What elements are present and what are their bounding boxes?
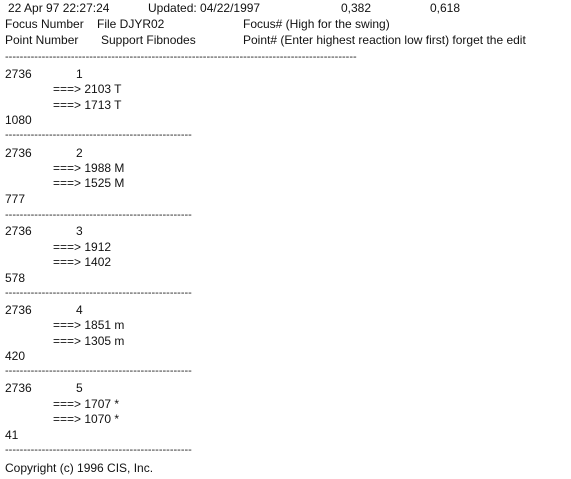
block-4-separator: ---------------------------------------------------	[5, 365, 192, 377]
block-4-target-1: ===> 1851 m	[53, 318, 125, 332]
ratio-618: 0,618	[430, 1, 461, 15]
ratio-382: 0,382	[341, 1, 372, 15]
block-3-low: 578	[5, 271, 26, 285]
block-1-focus: 2736	[5, 67, 32, 81]
block-4-target-2: ===> 1305 m	[53, 334, 125, 348]
block-4-point: 4	[76, 303, 83, 317]
block-5-low: 41	[5, 428, 19, 442]
block-5-target-1: ===> 1707 *	[53, 397, 120, 411]
block-2-target-2: ===> 1525 M	[53, 176, 125, 190]
header-separator: ------------------------------------------------------------------------------------------------	[5, 51, 357, 63]
block-2-focus: 2736	[5, 146, 32, 160]
block-3-focus: 2736	[5, 224, 32, 238]
block-2-separator: ---------------------------------------------------	[5, 209, 192, 221]
point-number-label: Point Number	[5, 33, 79, 47]
block-5-separator: ---------------------------------------------------	[5, 444, 192, 456]
block-1-separator: ---------------------------------------------------	[5, 129, 192, 141]
block-5-target-2: ===> 1070 *	[53, 412, 120, 426]
block-5-point: 5	[76, 381, 83, 395]
updated-date: Updated: 04/22/1997	[148, 1, 261, 15]
block-3-target-1: ===> 1912	[53, 240, 112, 254]
focus-hint: Focus# (High for the swing)	[243, 17, 390, 31]
block-3-point: 3	[76, 224, 83, 238]
block-5-focus: 2736	[5, 381, 32, 395]
block-3-separator: ---------------------------------------------------	[5, 287, 192, 299]
block-3-target-2: ===> 1402	[53, 255, 112, 269]
block-1-target-2: ===> 1713 T	[53, 98, 122, 112]
focus-number-label: Focus Number	[5, 17, 84, 31]
timestamp: 22 Apr 97 22:27:24	[8, 1, 110, 15]
block-1-target-1: ===> 2103 T	[53, 82, 122, 96]
block-2-low: 777	[5, 192, 26, 206]
file-label: File DJYR02	[97, 17, 165, 31]
block-1-low: 1080	[5, 113, 32, 127]
point-hint: Point# (Enter highest reaction low first) forget the edit	[243, 33, 526, 47]
block-2-target-1: ===> 1988 M	[53, 161, 125, 175]
block-4-focus: 2736	[5, 303, 32, 317]
support-fibnodes-label: Support Fibnodes	[101, 33, 196, 47]
block-1-point: 1	[76, 67, 83, 81]
copyright: Copyright (c) 1996 CIS, Inc.	[5, 461, 154, 475]
block-4-low: 420	[5, 349, 26, 363]
block-2-point: 2	[76, 146, 83, 160]
